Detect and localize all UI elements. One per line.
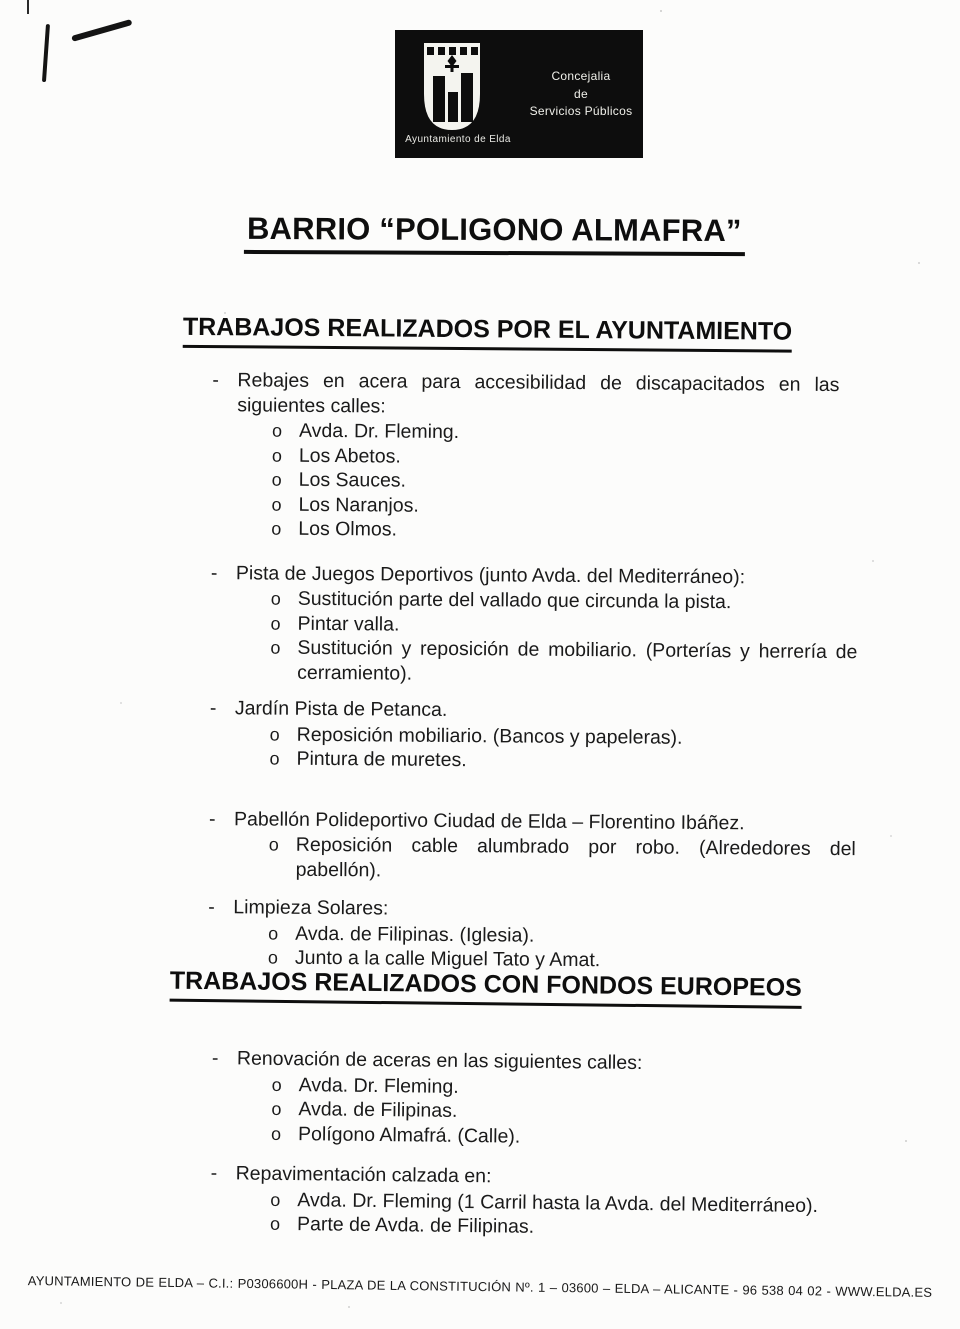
circle-bullet: o — [267, 947, 279, 968]
sub-list-item-text: Polígono Almafrá. (Calle). — [297, 1122, 521, 1148]
dash-bullet: - — [212, 369, 220, 392]
sub-list-item-text: Avda. Dr. Fleming. — [298, 1073, 459, 1098]
logo-organization-label: Ayuntamiento de Elda — [405, 134, 511, 145]
circle-bullet: o — [271, 1098, 282, 1119]
circle-bullet: o — [270, 1189, 281, 1210]
circle-bullet: o — [270, 613, 281, 634]
footer-row — [0, 1272, 960, 1303]
section-heading: TRABAJOS REALIZADOS POR EL AYUNTAMIENTO — [183, 312, 793, 353]
sub-list-item-text: Junto a la calle Miguel Tato y Amat. — [294, 946, 601, 972]
dept-line-1: Concejalia — [551, 69, 611, 83]
sub-list-item — [271, 1121, 858, 1152]
sub-list — [271, 419, 859, 546]
list-item — [210, 561, 958, 690]
document-title: BARRIO “POLIGONO ALMAFRA” — [244, 211, 745, 256]
circle-bullet: o — [268, 834, 279, 855]
circle-bullet: o — [271, 518, 282, 539]
sub-list — [268, 921, 855, 975]
circle-bullet: o — [271, 445, 282, 466]
list-item-text: Limpieza Solares: — [233, 896, 389, 920]
sub-list-item-text: Pintar valla. — [297, 612, 400, 636]
circle-bullet: o — [270, 637, 281, 658]
dept-line-3: Servicios Públicos — [529, 104, 633, 118]
circle-bullet: o — [269, 748, 280, 769]
sub-list-item — [271, 517, 858, 546]
pen-mark-edge — [27, 0, 29, 14]
footer-contact-line: AYUNTAMIENTO DE ELDA – C.I.: P0306600H - PLAZA DE LA CONSTITUCIÓN Nº. 1 – 03600 – ELDA – ALICANTE - 96 538 04 02 - WWW.ELDA.ES — [27, 1273, 933, 1300]
circle-bullet: o — [271, 494, 282, 515]
sub-list-item-text: Avda. de Filipinas. — [298, 1098, 458, 1122]
dash-bullet: - — [210, 561, 218, 584]
dash-bullet: - — [208, 807, 216, 830]
sub-list — [269, 833, 856, 887]
sub-list — [269, 722, 856, 776]
list-item — [210, 1161, 958, 1244]
sub-list-item — [270, 1212, 857, 1243]
sub-list-item-text: Sustitución y reposición de mobiliario. (Porterías y herrería de cerramiento). — [297, 636, 858, 685]
sub-list-item-text: Reposición cable alumbrado por robo. (Alrededores del pabellón). — [295, 833, 856, 881]
circle-bullet: o — [269, 724, 280, 745]
circle-bullet: o — [271, 420, 283, 441]
list-item-text: Repavimentación calzada en: — [235, 1162, 492, 1188]
list-item — [209, 696, 957, 776]
sub-list — [270, 587, 858, 690]
list-item-text: Pabellón Polideportivo Ciudad de Elda – Florentino Ibáñez. — [233, 807, 745, 834]
sub-list-item-text: Los Sauces. — [298, 468, 407, 492]
sub-list-item-text: Avda. Dr. Fleming (1 Carril hasta la Avda. del Mediterráneo). — [297, 1188, 819, 1217]
dash-bullet: - — [208, 896, 215, 919]
pen-mark-vertical-stroke — [42, 24, 50, 82]
list-item — [208, 895, 956, 975]
section-trabajos-ayuntamiento — [0, 310, 960, 975]
sub-list-item-text: Los Naranjos. — [298, 493, 419, 517]
sub-list-item-text: Parte de Avda. de Filipinas. — [296, 1213, 535, 1238]
dept-line-2: de — [574, 86, 588, 101]
pen-mark-diagonal-stroke — [71, 19, 132, 42]
sub-list-item-text: Sustitución parte del vallado que circunda la pista. — [297, 587, 732, 614]
section-heading: TRABAJOS REALIZADOS CON FONDOS EUROPEOS — [170, 966, 802, 1009]
municipality-logo — [395, 30, 643, 158]
list-item-text: Jardín Pista de Petanca. — [234, 697, 448, 721]
circle-bullet: o — [270, 588, 281, 609]
circle-bullet: o — [268, 923, 279, 944]
list-item-text: Renovación de aceras en las siguientes calles: — [236, 1047, 643, 1075]
dash-bullet: - — [209, 697, 217, 720]
list-item — [211, 1046, 959, 1153]
dash-bullet: - — [210, 1162, 218, 1185]
elda-castle-shield-icon — [423, 42, 481, 134]
sub-list — [271, 1072, 859, 1152]
title-row — [0, 212, 960, 255]
scan-noise — [0, 0, 2, 2]
circle-bullet: o — [270, 1123, 282, 1144]
list-item — [209, 807, 957, 887]
work-list — [210, 1046, 959, 1244]
list-item — [211, 368, 959, 546]
list-item-text: Rebajes en acera para accesibilidad de discapacitados en las siguientes calles: — [237, 369, 840, 417]
sub-list-item-text: Avda. de Filipinas. (Iglesia). — [295, 922, 535, 947]
sub-list-item — [269, 747, 856, 776]
sub-list-item-text: Pintura de muretes. — [296, 747, 467, 772]
dash-bullet: - — [211, 1047, 219, 1070]
circle-bullet: o — [269, 1213, 281, 1234]
sub-list-item-text: Avda. Dr. Fleming. — [298, 419, 460, 444]
sub-list-item-text: Reposición mobiliario. (Bancos y papeleras). — [296, 723, 683, 749]
circle-bullet: o — [271, 469, 282, 490]
sub-list-item-text: Los Olmos. — [298, 517, 398, 541]
sub-list-item-text: Los Abetos. — [298, 444, 401, 468]
circle-bullet: o — [271, 1074, 282, 1095]
work-list — [208, 368, 960, 975]
section-trabajos-fondos-europeos — [0, 964, 960, 1244]
sub-list — [270, 1187, 858, 1243]
logo-department-label — [521, 68, 641, 121]
sub-list-item — [269, 833, 856, 887]
list-item-text: Pista de Juegos Deportivos (junto Avda. del Mediterráneo): — [235, 561, 746, 588]
sub-list-item — [270, 636, 857, 690]
